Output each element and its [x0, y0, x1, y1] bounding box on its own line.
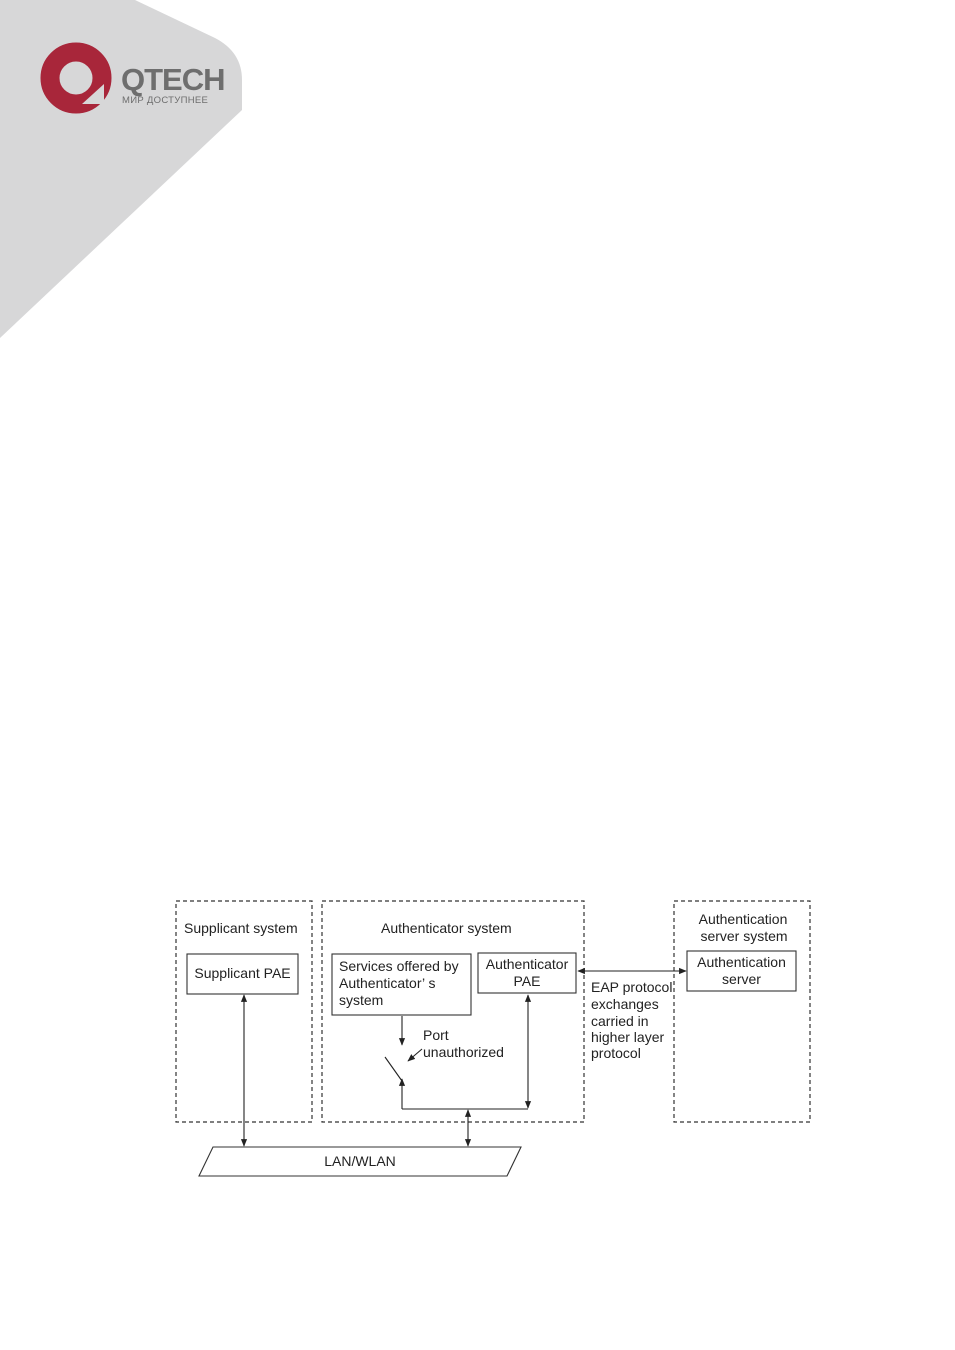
auth-server-system-title-line-2: server system — [700, 928, 788, 944]
logo-wordmark: QTECH — [121, 62, 225, 97]
lan-segment — [199, 1147, 521, 1176]
authenticator-system — [322, 901, 584, 1122]
lan-label: LAN/WLAN — [324, 1153, 396, 1169]
auth-server-system-title-line-1: Authentication — [698, 911, 788, 927]
port-label-line-1: Port — [423, 1027, 449, 1043]
eap-note-line-3: carried in — [591, 1013, 649, 1029]
header-banner — [0, 0, 242, 338]
authenticator-pae-label-line-1: Authenticator — [485, 956, 569, 972]
eap-note-line-2: exchanges — [591, 996, 659, 1012]
supplicant-system-title: Supplicant system — [184, 920, 298, 936]
port-label-pointer — [408, 1049, 422, 1061]
port-label-line-2: unauthorized — [423, 1044, 504, 1060]
auth-server-label-line-1: Authentication — [697, 954, 786, 970]
auth-server-label-line-2: server — [722, 971, 761, 987]
corner-banner-shape — [0, 0, 242, 338]
port-switch-lever — [385, 1057, 402, 1081]
services-label-line-3: system — [339, 992, 384, 1008]
logo-tagline: МИР ДОСТУПНЕЕ — [122, 95, 209, 106]
authenticator-pae-label-line-2: PAE — [513, 973, 541, 989]
eap-note-line-5: protocol — [591, 1045, 641, 1061]
eap-note-line-1: EAP protocol — [591, 979, 673, 995]
services-label-line-1: Services offered by — [339, 958, 459, 974]
services-label-line-2: Authenticator’ s — [339, 975, 436, 991]
supplicant-pae-label: Supplicant PAE — [194, 965, 291, 981]
eap-note-line-4: higher layer — [591, 1029, 665, 1045]
authentication-server-system — [674, 901, 810, 1122]
architecture-diagram — [176, 901, 810, 1176]
authenticator-system-title: Authenticator system — [381, 920, 512, 936]
